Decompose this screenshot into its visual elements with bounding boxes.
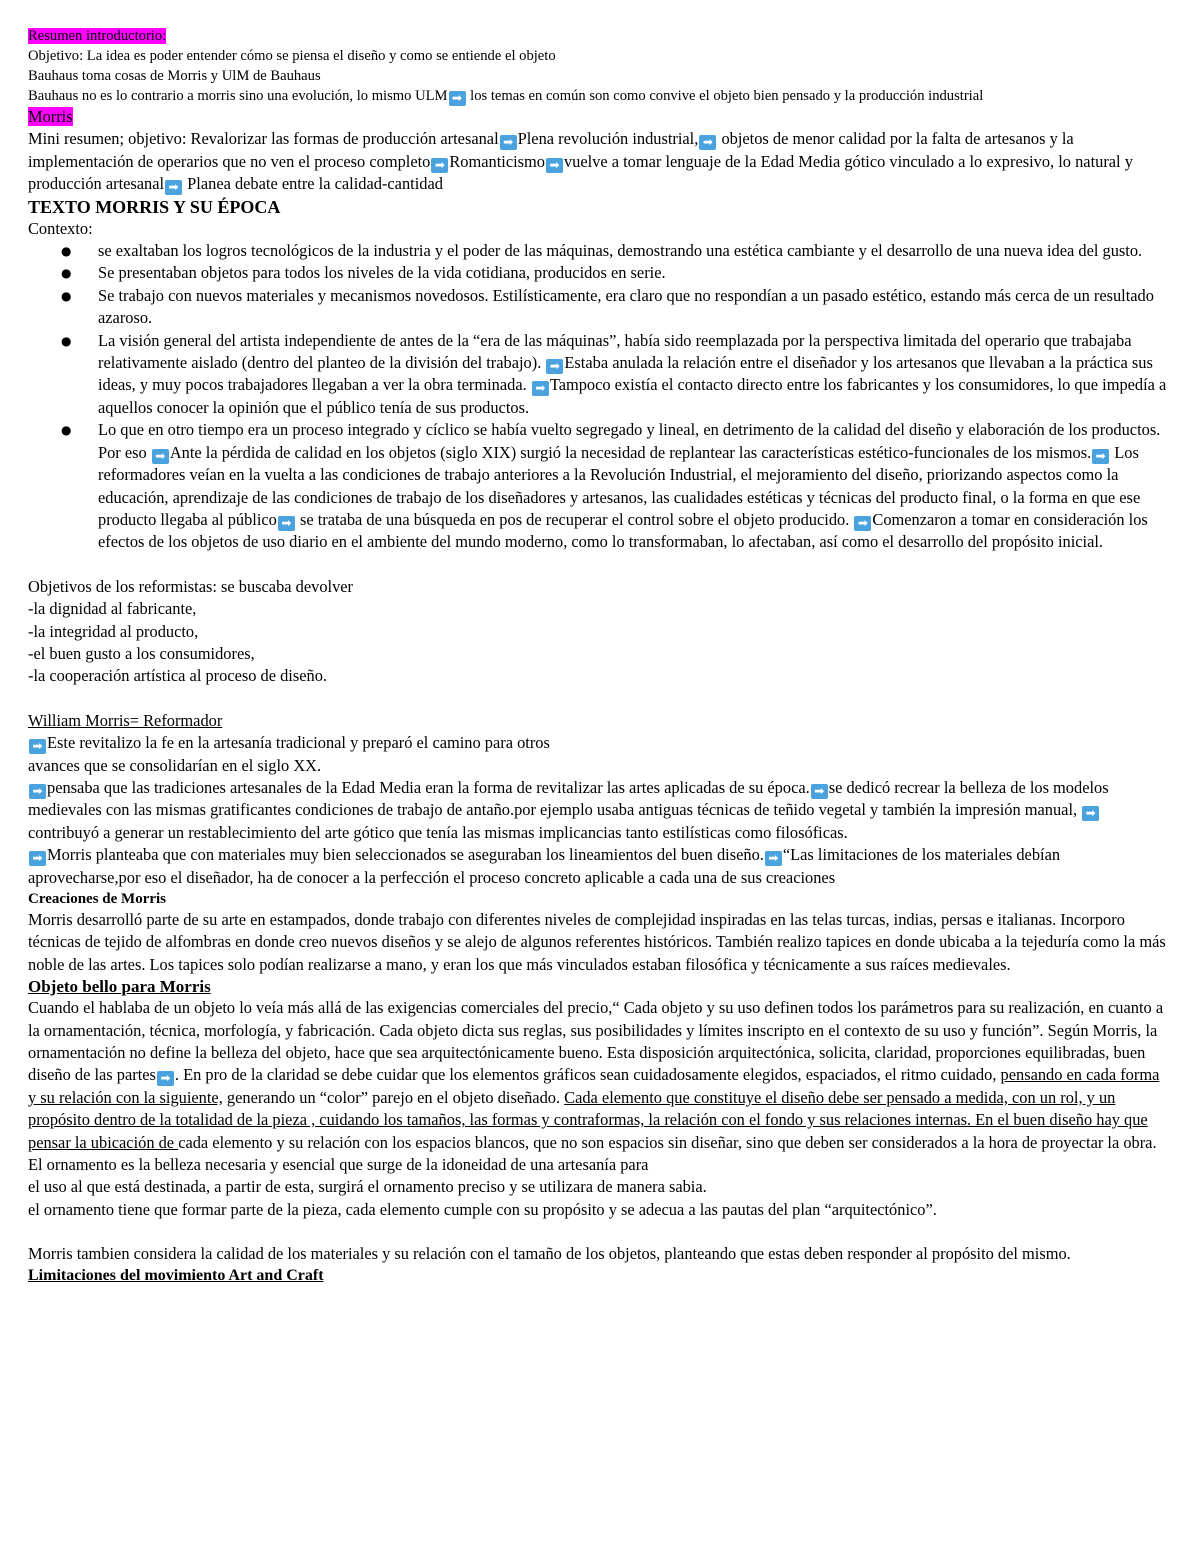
arrow-icon: ➡	[532, 381, 549, 396]
spacer	[28, 688, 1170, 710]
objetivos-section	[28, 576, 1170, 688]
william-p3: ➡ Morris planteaba que con materiales muy bien seleccionados se aseguraban los lineamientos del buen diseño. ➡ “Las limitaciones de los materiales debían aprovecharse,por eso el diseñador, ha de conocer a la perfección el proceso concreto aplicable a cada una de sus creaciones	[28, 845, 1061, 887]
intro-line-1: Objetivo: La idea es poder entender cómo se piensa el diseño y como se entiende el objeto	[28, 48, 556, 64]
objetivos-item: -la cooperación artística al proceso de diseño.	[28, 666, 328, 686]
arrow-icon: ➡	[854, 516, 871, 531]
arrow-icon: ➡	[29, 739, 46, 754]
objetivos-item: -la dignidad al fabricante,	[28, 599, 197, 619]
arrow-icon: ➡	[278, 516, 295, 531]
arrow-icon: ➡	[699, 135, 716, 150]
arrow-icon: ➡	[546, 359, 563, 374]
spacer	[28, 1221, 1170, 1243]
limitaciones-heading: Limitaciones del movimiento Art and Craft	[28, 1266, 324, 1284]
spacer	[28, 554, 1170, 576]
william-section	[28, 710, 1170, 889]
objeto-line: el uso al que está destinada, a partir de esta, surgirá el ornamento preciso y se utilizara de manera sabia.	[28, 1177, 707, 1197]
arrow-icon: ➡	[165, 180, 182, 195]
intro-line-2: Bauhaus toma cosas de Morris y UlM de Bauhaus	[28, 68, 321, 84]
arrow-icon: ➡	[765, 851, 782, 866]
objetivos-intro: Objetivos de los reformistas: se buscaba devolver	[28, 576, 353, 596]
list-item: ● Se trabajo con nuevos materiales y mecanismos novedosos. Estilísticamente, era claro que no respondían a un pasado estético, estando más cerca de un resultado azaroso.	[28, 285, 1170, 330]
objeto-heading: Objeto bello para Morris	[28, 977, 211, 997]
objeto-line: El ornamento es la belleza necesaria y esencial que surge de la idoneidad de una artesanía para	[28, 1155, 649, 1175]
objeto-paragraph: Cuando el hablaba de un objeto lo veía más allá de las exigencias comerciales del precio,“ Cada objeto y su uso definen todos los parámetros para su realización, en cuanto a la ornamentación, técnica, morfología, y fabricación. Cada objeto dicta sus reglas, sus posibilidades y límites inscripto en el contexto de su uso y función”. Según Morris, la ornamentación no define la belleza del objeto, hace que sea arquitectónicamente bueno. Esta disposición arquitectónica, solicita, claridad, proporciones equilibradas, buen diseño de las partes ➡ . En pro de la claridad se debe cuidar que los elementos gráficos sean cuidadosamente elegidos, espaciados, el ritmo cuidado, pensando en cada forma y su relación con la siguiente, generando un “color” parejo en el objeto diseñado. Cada elemento que constituye el diseño debe ser pensado a medida, con un rol, y un propósito dentro de la totalidad de la pieza , cuidando los tamaños, las formas y contraformas, la relación con el fondo y sus relaciones internas. En el buen diseño hay que pensar la ubicación de cada elemento y su relación con los espacios blancos, que no son espacios sin diseñar, sino que deben ser considerados a la hora de proyectar la obra.	[28, 998, 1164, 1152]
creaciones-text: Morris desarrolló parte de su arte en estampados, donde trabajo con diferentes niveles de complejidad inspiradas en las telas turcas, indias, persas e italianas. Incorporo técnicas de tejido de alfombras en donde creo nuevos diseños y se alejo de algunos referentes históricos. También realizo tapices en donde ubicaba a la tejeduría como la más noble de las artes. Los tapices solo podían realizarse a mano, y eran los que más vinculados estaban filosófica y técnicamente a sus raíces medievales.	[28, 910, 1166, 974]
william-p1: ➡ Este revitalizo la fe en la artesanía tradicional y preparó el camino para otros	[28, 732, 1170, 754]
arrow-icon: ➡	[500, 135, 517, 150]
arrow-icon: ➡	[1092, 449, 1109, 464]
william-heading: William Morris= Reformador	[28, 710, 223, 730]
contexto-section	[28, 218, 1170, 554]
william-p2: ➡ pensaba que las tradiciones artesanales de la Edad Media eran la forma de revitalizar las artes aplicadas de su época. ➡ se dedicó recrear la belleza de los modelos medievales con las mismas gratificantes condiciones de trabajo de antaño.por ejemplo usaba antiguas técnicas de teñido vegetal y también la impresión manual, ➡contribuyó a generar un restablecimiento del arte gótico que tenía las mismas implicancias tanto estilísticas como filosóficas.	[28, 777, 1109, 842]
contexto-list	[28, 240, 1170, 554]
william-p1b: avances que se consolidarían en el siglo XX.	[28, 755, 322, 775]
morris-section	[28, 106, 1170, 196]
list-item: ● se exaltaban los logros tecnológicos de la industria y el poder de las máquinas, demostrando una estética cambiante y el desarrollo de una nueva idea del gusto.	[28, 240, 1170, 262]
objeto-line: Morris tambien considera la calidad de los materiales y su relación con el tamaño de los objetos, planteando que estas deben responder al propósito del mismo.	[28, 1244, 1071, 1264]
creaciones-heading: Creaciones de Morris	[28, 891, 167, 907]
arrow-icon: ➡	[152, 449, 169, 464]
contexto-label: Contexto:	[28, 218, 93, 238]
intro-line-3: Bauhaus no es lo contrario a morris sino una evolución, lo mismo ULM ➡ los temas en común son como convive el objeto bien pensado y la producción industrial	[28, 88, 984, 105]
morris-heading: Morris	[28, 107, 73, 126]
morris-summary: Mini resumen; objetivo: Revalorizar las formas de producción artesanal ➡ Plena revolución industrial, ➡ objetos de menor calidad por la falta de artesanos y la implementación de operarios que no ven el proceso completo ➡ Romanticismo ➡ vuelve a tomar lenguaje de la Edad Media gótico vinculado a lo expresivo, lo natural y producción artesanal ➡ Planea debate entre la calidad-cantidad	[28, 129, 1133, 195]
objetivos-item: -la integridad al producto,	[28, 621, 199, 641]
section-title: TEXTO MORRIS Y SU ÉPOCA	[28, 196, 281, 217]
arrow-icon: ➡	[431, 158, 448, 173]
list-item: ● Se presentaban objetos para todos los niveles de la vida cotidiana, producidos en serie.	[28, 262, 1170, 284]
objeto-line: el ornamento tiene que formar parte de la pieza, cada elemento cumple con su propósito y se adecua a las pautas del plan “arquitectónico”.	[28, 1199, 937, 1219]
objetivos-item: -el buen gusto a los consumidores,	[28, 643, 255, 663]
arrow-icon: ➡	[546, 158, 563, 173]
objeto-section	[28, 997, 1170, 1265]
arrow-icon: ➡	[1082, 806, 1099, 821]
arrow-icon: ➡	[29, 851, 46, 866]
arrow-icon: ➡	[29, 784, 46, 799]
intro-section	[28, 26, 1170, 106]
intro-heading: Resumen introductorio:	[28, 28, 167, 44]
arrow-icon: ➡	[157, 1071, 174, 1086]
arrow-icon: ➡	[449, 91, 466, 106]
list-item: ● Lo que en otro tiempo era un proceso integrado y cíclico se había vuelto segregado y lineal, en detrimento de la calidad del diseño y elaboración de los productos. Por eso ➡ Ante la pérdida de calidad en los objetos (siglo XIX) surgió la necesidad de replantear las características estético-funcionales de los mismos. ➡ Los reformadores veían en la vuelta a las condiciones de trabajo anteriores a la Revolución Industrial, el mejoramiento del diseño, priorizando aspectos como la educación, aprendizaje de las condiciones de trabajo de los diseñadores y artesanos, las cualidades estéticas y técnicas del producto final, o la forma en que ese producto llegaba al público ➡ se trataba de una búsqueda en pos de recuperar el control sobre el objeto producido. ➡ Comenzaron a tomar en consideración los efectos de los objetos de uso diario en el ambiente del mundo moderno, como lo transformaban, lo afectaban, así como el desarrollo del propósito inicial.	[28, 419, 1170, 553]
list-item: ● La visión general del artista independiente de antes de la “era de las máquinas”, había sido reemplazada por la perspectiva limitada del operario que trabajaba relativamente aislado (dentro del planteo de la división del trabajo). ➡ Estaba anulada la relación entre el diseñador y los artesanos que llevaban a la práctica sus ideas, y muy pocos trabajadores llegaban a ver la obra terminada. ➡ Tampoco existía el contacto directo entre los fabricantes y los consumidores, lo que impedía a aquellos conocer la opinión que el público tenía de sus productos.	[28, 330, 1170, 420]
arrow-icon: ➡	[811, 784, 828, 799]
